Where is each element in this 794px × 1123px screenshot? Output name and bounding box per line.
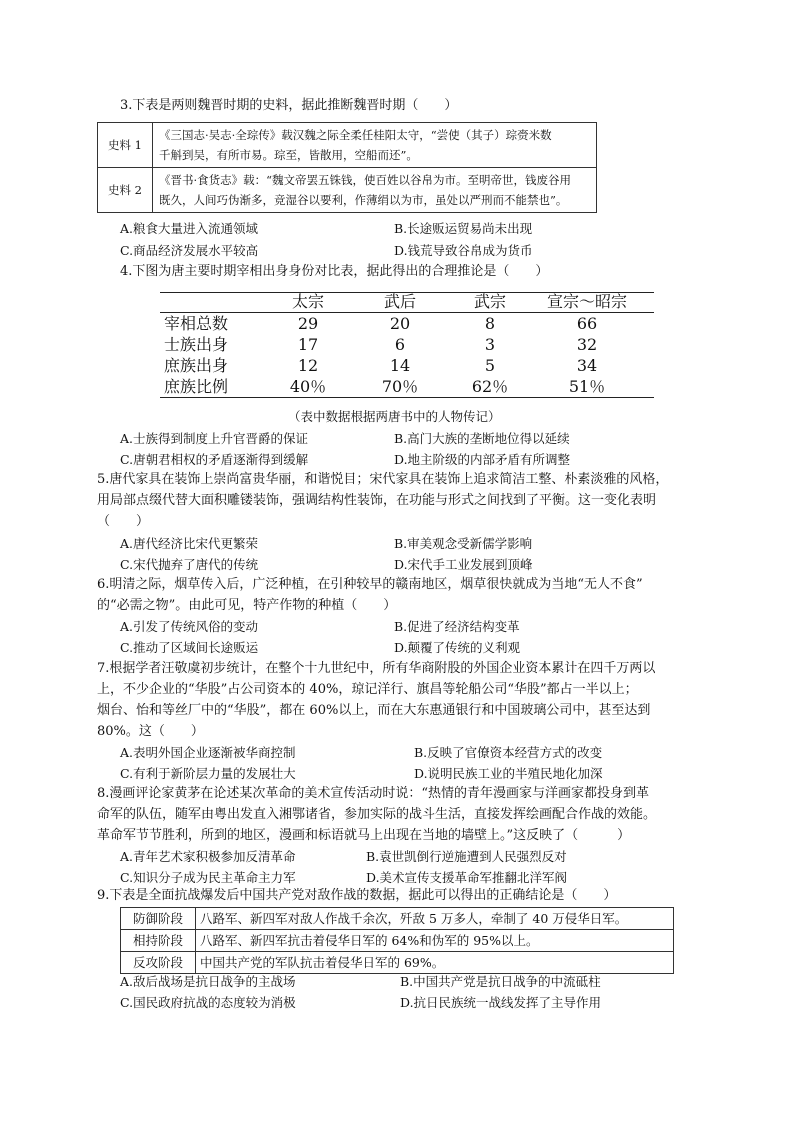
q5-option-b[interactable]: B.审美观念受新儒学影响	[394, 536, 533, 551]
table-row	[98, 123, 597, 168]
source-line: 《晋书·食货志》载：“魏文帝罢五铢钱，使百姓以谷帛为市。至明帝世，钱废谷用	[159, 173, 572, 187]
q8-option-c[interactable]: C.知识分子成为民主革命主力军	[120, 870, 296, 885]
q5-option-a[interactable]: A.唐代经济比宋代更繁荣	[120, 536, 259, 551]
cell: 3	[484, 335, 496, 354]
q5-stem-line: （ ）	[97, 514, 150, 529]
row-label: 士族出身	[164, 335, 229, 354]
cell: 8	[484, 314, 496, 333]
table-row	[160, 334, 654, 355]
source-label: 史料 2	[98, 168, 153, 213]
stage-text: 八路军、新四军抗击着侵华日军的 64%和伪军的 95%以上。	[196, 930, 674, 952]
q7-option-c[interactable]: C.有利于新阶层力量的发展壮大	[120, 766, 296, 781]
q5-option-d[interactable]: D.宋代手工业发展到顶峰	[394, 557, 533, 572]
row-label: 庶族出身	[164, 356, 229, 375]
q8-stem-line: 8.漫画评论家黄茅在论述某次革命的美术宣传活动时说：“热情的青年漫画家与洋画家都投身到革	[97, 786, 650, 801]
table-row	[98, 168, 597, 213]
q4-table-note: （表中数据根据两唐书中的人物传记）	[288, 409, 501, 424]
q4-stats-table	[160, 292, 654, 398]
source-text	[153, 123, 597, 168]
q4-option-b[interactable]: B.高门大族的垄断地位得以延续	[394, 431, 570, 446]
q7-stem-line: 上，不少企业的“华股”占公司资本的 40%，琼记洋行、旗昌等轮船公司“华股”都占一半以上；	[97, 682, 638, 697]
q3-source-table	[97, 122, 597, 213]
q6-option-c[interactable]: C.推动了区域间长途贩运	[120, 640, 259, 655]
cell: 20	[389, 314, 411, 333]
column-header: 武宗	[473, 292, 506, 311]
q9-stem: 9.下表是全面抗战爆发后中国共产党对敌作战的数据，据此可以得出的正确结论是（ ）	[97, 888, 617, 903]
column-header: 武后	[383, 292, 416, 311]
stage-label: 防御阶段	[121, 908, 196, 930]
q8-option-d[interactable]: D.美术宣传支援革命军推翻北洋军阀	[366, 870, 568, 885]
cell: 40％	[289, 377, 327, 396]
stage-text: 中国共产党的军队抗击着侵华日军的 69%。	[196, 952, 674, 974]
q5-option-c[interactable]: C.宋代抛弃了唐代的传统	[120, 557, 259, 572]
source-line: 既久，人间巧伪渐多，竞湿谷以要利，作薄绢以为市，虽处以严刑而不能禁也”。	[159, 193, 568, 207]
q9-data-table	[120, 907, 674, 974]
q7-stem-line: 烟台、怡和等丝厂中的“华股”，都在 60%以上，而在大东惠通银行和中国玻璃公司中，甚至达到	[97, 703, 651, 718]
q9-option-b[interactable]: B.中国共产党是抗日战争的中流砥柱	[400, 974, 601, 989]
source-line: 《三国志·吴志·全琮传》载汉魏之际全柔任桂阳太守，“尝使（其子）琮赍米数	[159, 128, 552, 142]
q3-option-a[interactable]: A.粮食大量进入流通领域	[120, 221, 259, 236]
q6-stem-line: 6.明清之际，烟草传入后，广泛种植，在引种较早的赣南地区，烟草很快就成为当地“无人不食”	[97, 577, 643, 592]
q4-option-c[interactable]: C.唐朝君相权的矛盾逐渐得到缓解	[120, 452, 309, 467]
source-line: 千斛到吴，有所市易。琮至，皆散用，空船而还”。	[159, 148, 418, 162]
column-header: 宣宗～昭宗	[546, 292, 627, 311]
column-header: 太宗	[291, 292, 324, 311]
table-row	[160, 376, 654, 398]
cell: 70％	[381, 377, 419, 396]
q3-stem: 3.下表是两则魏晋时期的史料，据此推断魏晋时期（ ）	[120, 98, 458, 113]
table-row	[160, 355, 654, 376]
row-label: 宰相总数	[164, 314, 229, 333]
cell: 17	[297, 335, 319, 354]
cell: 32	[576, 335, 598, 354]
table-row	[160, 313, 654, 334]
q4-stem: 4.下图为唐主要时期宰相出身身份对比表，据此得出的合理推论是（ ）	[120, 264, 549, 279]
cell: 14	[389, 356, 411, 375]
q7-option-d[interactable]: D.说明民族工业的半殖民地化加深	[414, 766, 603, 781]
q4-option-a[interactable]: A.士族得到制度上升官晋爵的保证	[120, 431, 309, 446]
table-row	[121, 930, 674, 952]
stage-text: 八路军、新四军对敌人作战千余次，歼敌 5 万多人，牵制了 40 万侵华日军。	[196, 908, 674, 930]
q5-stem-line: 5.唐代家具在装饰上崇尚富贵华丽，和谐悦目；宋代家具在装饰上追求简洁工整、朴素淡雅的风格，	[97, 472, 669, 487]
q8-stem-line: 革命军节节胜利，所到的地区，漫画和标语就马上出现在当地的墙壁上。”这反映了（ ）	[97, 828, 631, 843]
table-row	[121, 952, 674, 974]
cell: 66	[576, 314, 598, 333]
q7-stem-line: 80%。这（ ）	[97, 724, 204, 739]
source-text	[153, 168, 597, 213]
q9-option-c[interactable]: C.国民政府抗战的态度较为消极	[120, 995, 296, 1010]
source-label: 史料 1	[98, 123, 153, 168]
table-header-row	[160, 292, 654, 313]
q9-option-a[interactable]: A.敌后战场是抗日战争的主战场	[120, 974, 296, 989]
cell: 51％	[568, 377, 606, 396]
cell: 62％	[471, 377, 509, 396]
cell: 6	[394, 335, 406, 354]
cell: 12	[297, 356, 319, 375]
q6-option-d[interactable]: D.颠覆了传统的义利观	[394, 640, 521, 655]
q8-option-b[interactable]: B.袁世凯倒行逆施遭到人民强烈反对	[366, 849, 567, 864]
stage-label: 反攻阶段	[121, 952, 196, 974]
q9-option-d[interactable]: D.抗日民族统一战线发挥了主导作用	[400, 995, 602, 1010]
row-label: 庶族比例	[164, 377, 229, 396]
q5-stem-line: 用局部点缀代替大面积雕镂装饰，强调结构性装饰，在功能与形式之间找到了平衡。这一变化表明	[97, 493, 657, 508]
stage-label: 相持阶段	[121, 930, 196, 952]
q3-option-c[interactable]: C.商品经济发展水平较高	[120, 243, 259, 258]
q8-option-a[interactable]: A.青年艺术家积极参加反清革命	[120, 849, 296, 864]
q7-option-a[interactable]: A.表明外国企业逐渐被华商控制	[120, 745, 296, 760]
cell: 5	[484, 356, 496, 375]
q3-option-d[interactable]: D.钱荒导致谷帛成为货币	[394, 243, 533, 258]
cell: 34	[576, 356, 598, 375]
q8-stem-line: 命军的队伍，随军由粤出发直入湘鄂诸省，参加实际的战斗生活，直接发挥绘画配合作战的效能。	[97, 807, 657, 822]
cell: 29	[297, 314, 319, 333]
q6-stem-line: 的“必需之物”。由此可见，特产作物的种植（ ）	[97, 598, 397, 613]
q4-option-d[interactable]: D.地主阶级的内部矛盾有所调整	[394, 452, 571, 467]
q7-option-b[interactable]: B.反映了官僚资本经营方式的改变	[414, 745, 603, 760]
q7-stem-line: 7.根据学者汪敬虞初步统计，在整个十九世纪中，所有华商附股的外国企业资本累计在四千万两以	[97, 661, 656, 676]
q6-option-a[interactable]: A.引发了传统风俗的变动	[120, 619, 259, 634]
table-row	[121, 908, 674, 930]
q6-option-b[interactable]: B.促进了经济结构变革	[394, 619, 520, 634]
q3-option-b[interactable]: B.长途贩运贸易尚未出现	[394, 221, 533, 236]
